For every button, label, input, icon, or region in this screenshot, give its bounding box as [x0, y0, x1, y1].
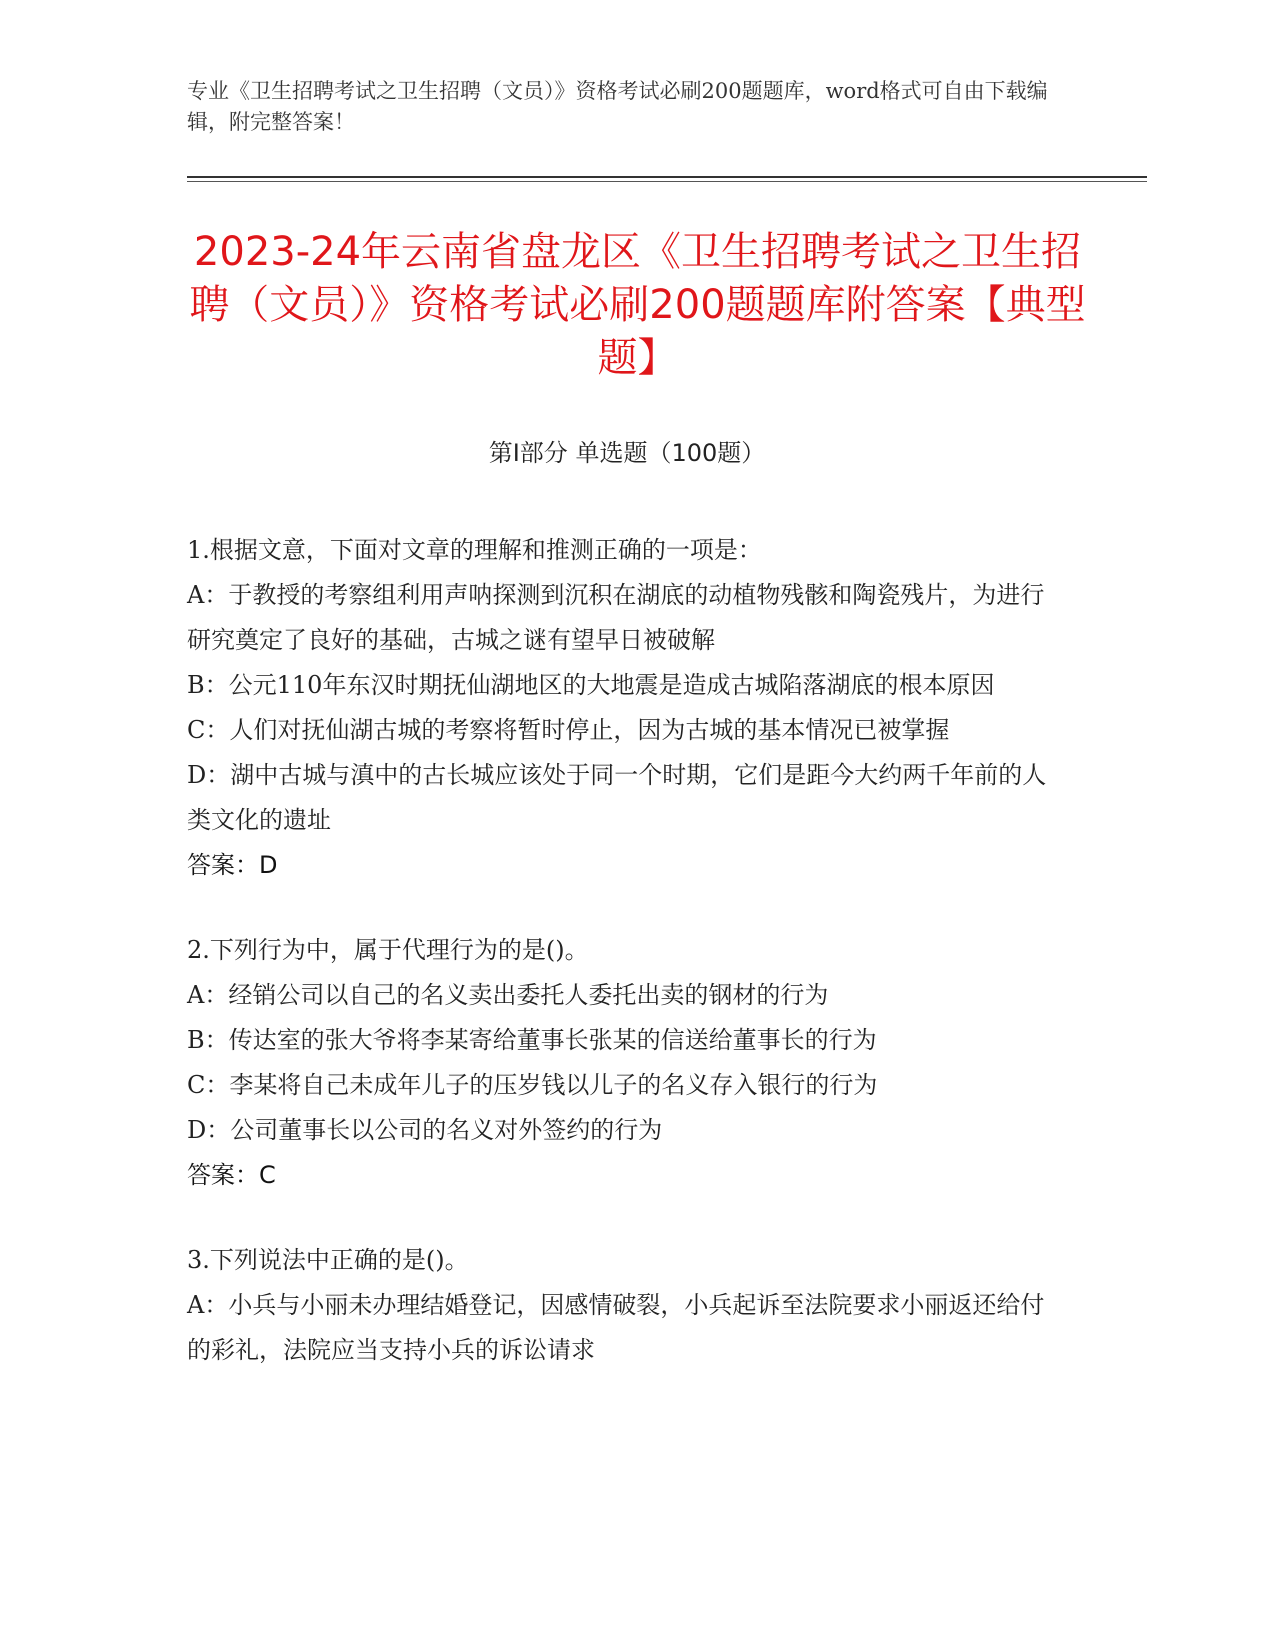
answer-line: 答案：C — [187, 1161, 276, 1189]
question-stem: 1.根据文意，下面对文章的理解和推测正确的一项是： — [187, 536, 762, 564]
option-a: A：小兵与小丽未办理结婚登记，因感情破裂，小兵起诉至法院要求小丽返还给付的彩礼，法院应当支持小兵的诉讼请求 — [187, 1291, 1045, 1364]
question-stem: 2.下列行为中，属于代理行为的是()。 — [187, 936, 589, 964]
option-c: C：李某将自己未成年儿子的压岁钱以儿子的名义存入银行的行为 — [187, 1071, 878, 1099]
option-a: A：于教授的考察组利用声呐探测到沉积在湖底的动植物残骸和陶瓷残片，为进行研究奠定了良好的基础，古城之谜有望早日被破解 — [187, 581, 1045, 654]
option-d: D：公司董事长以公司的名义对外签约的行为 — [187, 1116, 663, 1144]
header-divider-thick — [187, 176, 1147, 178]
option-c: C：人们对抚仙湖古城的考察将暂时停止，因为古城的基本情况已被掌握 — [187, 716, 950, 744]
header-note: 专业《卫生招聘考试之卫生招聘（文员）》资格考试必刷200题题库，word格式可自由下载编辑，附完整答案！ — [187, 79, 1048, 134]
option-a: A：经销公司以自己的名义卖出委托人委托出卖的钢材的行为 — [187, 981, 829, 1009]
question-1 — [187, 528, 1067, 888]
answer-line: 答案：D — [187, 851, 278, 879]
question-2 — [187, 928, 1067, 1198]
question-3 — [187, 1238, 1067, 1373]
option-b: B：公元110年东汉时期抚仙湖地区的大地震是造成古城陷落湖底的根本原因 — [187, 671, 995, 699]
option-d: D：湖中古城与滇中的古长城应该处于同一个时期，它们是距今大约两千年前的人类文化的遗址 — [187, 761, 1047, 834]
section-heading: 第Ⅰ部分 单选题（100题） — [488, 439, 766, 467]
option-b: B：传达室的张大爷将李某寄给董事长张某的信送给董事长的行为 — [187, 1026, 877, 1054]
question-list — [187, 528, 1067, 1413]
header-divider-thin — [187, 181, 1147, 182]
document-title: 2023-24年云南省盘龙区《卫生招聘考试之卫生招聘（文员）》资格考试必刷200题题库附答案【典型题】 — [189, 229, 1086, 381]
question-stem: 3.下列说法中正确的是()。 — [187, 1246, 469, 1274]
